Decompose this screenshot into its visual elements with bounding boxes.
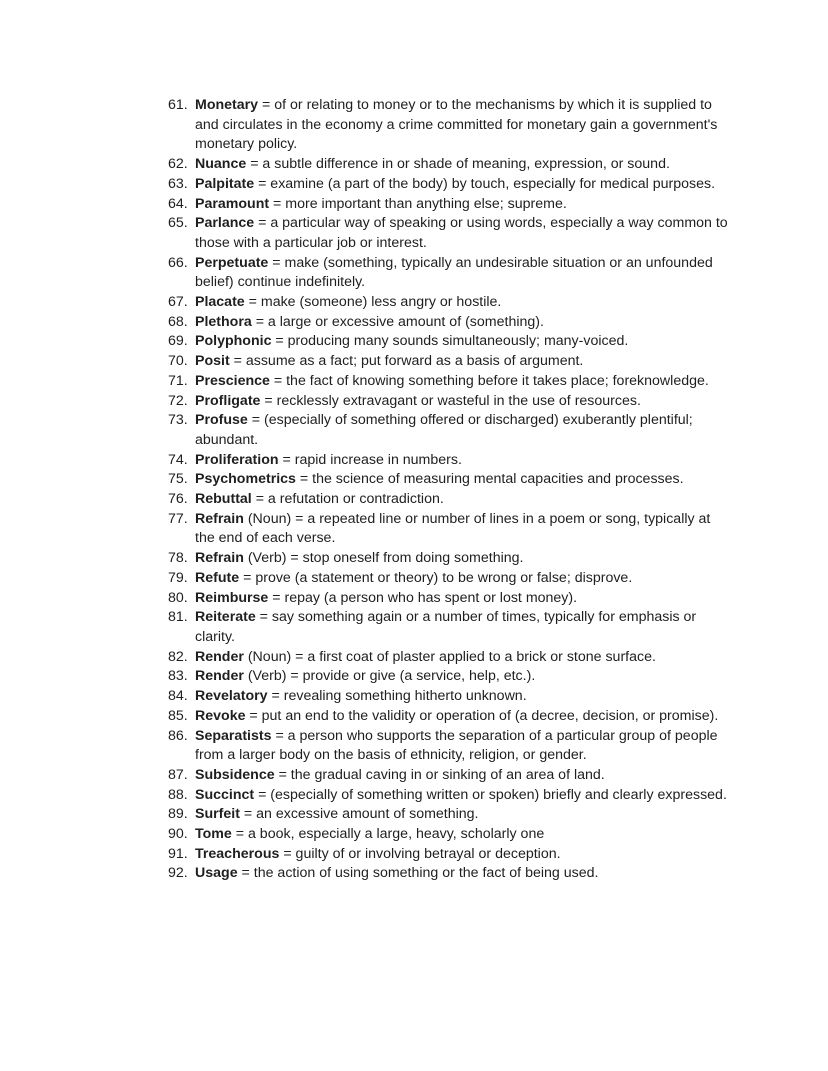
entry-term: Refrain [195,550,244,567]
entry-number: 88. [168,786,188,803]
entry-text [195,175,728,195]
vocab-entry [168,175,728,195]
entry-part-of-speech: (Noun) [243,648,292,665]
entry-term: Psychometrics [195,471,296,488]
entry-number: 89. [168,806,188,823]
vocab-entry [168,667,728,687]
entry-number: 76. [168,491,188,508]
entry-definition: = a repeated line or number of lines in a poem or song, typically at the end of each verse. [195,510,711,547]
entry-term: Tome [195,826,232,843]
entry-part-of-speech: (Noun) [243,510,292,527]
entry-text [195,805,728,825]
vocab-entry [168,648,728,668]
entry-definition: = provide or give (a service, help, etc.). [286,668,536,685]
vocab-entry [168,569,728,589]
vocab-entry [168,707,728,727]
entry-number: 79. [168,569,188,586]
entry-text [195,372,728,392]
entry-number: 72. [168,392,188,409]
entry-text [195,864,728,884]
entry-term: Monetary [195,97,259,113]
entry-text [195,589,728,609]
entry-term: Posit [195,353,230,370]
entry-definition: = repay (a person who has spent or lost money). [268,589,578,606]
entry-number: 64. [168,195,188,212]
entry-text [195,470,728,490]
vocab-entry [168,589,728,609]
entry-text [195,195,728,215]
entry-text [195,490,728,510]
entry-term: Succinct [195,786,255,803]
entry-text [195,766,728,786]
entry-text [195,786,728,806]
entry-definition: = the gradual caving in or sinking of an area of land. [274,766,605,783]
entry-definition: = a first coat of plaster applied to a brick or stone surface. [291,648,656,665]
entry-definition: = assume as a fact; put forward as a basis of argument. [229,353,584,370]
entry-number: 92. [168,865,188,882]
entry-text [195,648,728,668]
entry-number: 83. [168,668,188,685]
entry-definition: = (especially of something written or spoken) briefly and clearly expressed. [254,786,727,803]
entry-term: Profuse [195,412,248,429]
entry-term: Polyphonic [195,333,272,350]
entry-definition: = of or relating to money or to the mechanisms by which it is supplied to and circulates in the economy a crime committed for monetary gain a government's monetary policy. [195,97,718,153]
entry-text [195,549,728,569]
entry-number: 65. [168,215,188,232]
entry-number: 80. [168,589,188,606]
entry-text [195,451,728,471]
vocab-entry [168,96,728,155]
entry-text [195,687,728,707]
entry-definition: = the action of using something or the fact of being used. [237,865,599,882]
entry-definition: = an excessive amount of something. [239,806,479,823]
entry-number: 68. [168,313,188,330]
entry-text [195,510,728,549]
entry-term: Parlance [195,215,255,232]
vocabulary-list [168,96,728,884]
vocab-entry [168,825,728,845]
entry-text [195,667,728,687]
vocab-entry [168,766,728,786]
vocab-entry [168,510,728,549]
entry-definition: = a subtle difference in or shade of meaning, expression, or sound. [246,156,670,173]
entry-number: 61. [168,97,188,113]
entry-number: 73. [168,412,188,429]
vocab-entry [168,786,728,806]
entry-term: Render [195,668,244,685]
vocab-entry [168,313,728,333]
entry-definition: = producing many sounds simultaneously; many-voiced. [271,333,629,350]
entry-number: 81. [168,609,188,626]
vocab-entry [168,845,728,865]
entry-definition: = a particular way of speaking or using words, especially a way common to those with a particular job or interest. [195,215,728,251]
vocab-entry [168,470,728,490]
entry-definition: = more important than anything else; supreme. [269,195,567,212]
vocab-entry [168,372,728,392]
entry-term: Reiterate [195,609,256,626]
vocab-entry [168,608,728,647]
entry-number: 67. [168,294,188,311]
entry-term: Revelatory [195,688,268,705]
entry-definition: = make (someone) less angry or hostile. [244,294,502,311]
entry-number: 91. [168,845,188,862]
entry-number: 71. [168,372,188,389]
entry-definition: = recklessly extravagant or wasteful in the use of resources. [260,392,641,409]
entry-text [195,96,728,155]
entry-definition: = say something again or a number of times, typically for emphasis or clarity. [195,609,697,645]
entry-term: Usage [195,865,238,882]
entry-number: 66. [168,254,188,271]
entry-definition: = the science of measuring mental capacities and processes. [295,471,684,488]
entry-text [195,707,728,727]
vocab-entry [168,352,728,372]
entry-definition: = the fact of knowing something before it takes place; foreknowledge. [269,372,709,389]
entry-number: 84. [168,688,188,705]
entry-definition: = stop oneself from doing something. [286,550,524,567]
entry-term: Refute [195,569,240,586]
entry-part-of-speech: (Verb) [243,668,287,685]
vocab-entry [168,195,728,215]
vocab-entry [168,214,728,253]
entry-definition: = guilty of or involving betrayal or deception. [279,845,561,862]
entry-number: 75. [168,471,188,488]
entry-term: Palpitate [195,175,255,192]
entry-term: Prescience [195,372,270,389]
entry-number: 69. [168,333,188,350]
vocab-entry [168,805,728,825]
entry-text [195,214,728,253]
entry-text [195,825,728,845]
entry-definition: = examine (a part of the body) by touch, especially for medical purposes. [254,175,716,192]
entry-text [195,608,728,647]
vocab-entry [168,727,728,766]
vocab-entry [168,155,728,175]
entry-text [195,293,728,313]
entry-term: Paramount [195,195,270,212]
entry-definition: = a book, especially a large, heavy, scholarly one [231,826,545,843]
entry-definition: = prove (a statement or theory) to be wrong or false; disprove. [239,569,633,586]
entry-text [195,254,728,293]
entry-text [195,352,728,372]
entry-term: Surfeit [195,806,240,823]
entry-definition: = rapid increase in numbers. [278,451,462,468]
entry-text [195,845,728,865]
entry-term: Proliferation [195,451,279,468]
entry-number: 74. [168,451,188,468]
entry-text [195,727,728,766]
entry-definition: = make (something, typically an undesirable situation or an unfounded belief) continue indefinitely. [195,254,713,291]
entry-part-of-speech: (Verb) [243,550,287,567]
entry-term: Render [195,648,244,665]
entry-definition: = put an end to the validity or operation of (a decree, decision, or promise). [245,707,719,724]
vocab-entry [168,254,728,293]
entry-text [195,332,728,352]
entry-text [195,411,728,450]
entry-number: 82. [168,648,188,665]
entry-term: Separatists [195,727,272,744]
entry-term: Treacherous [195,845,280,862]
entry-number: 90. [168,826,188,843]
vocab-entry [168,490,728,510]
entry-term: Reimburse [195,589,269,606]
vocab-entry [168,392,728,412]
entry-number: 63. [168,175,188,192]
entry-number: 78. [168,550,188,567]
vocab-entry [168,549,728,569]
vocab-entry [168,687,728,707]
entry-number: 70. [168,353,188,370]
entry-term: Plethora [195,313,252,330]
entry-text [195,569,728,589]
entry-term: Refrain [195,510,244,527]
entry-term: Nuance [195,156,247,173]
entry-number: 86. [168,727,188,744]
vocab-entry [168,864,728,884]
entry-text [195,392,728,412]
entry-definition: = a person who supports the separation of a particular group of people from a larger body on the basis of ethnicity, religion, or gender. [195,727,718,764]
vocab-entry [168,411,728,450]
entry-text [195,313,728,333]
entry-definition: = a refutation or contradiction. [251,491,444,508]
vocab-entry [168,332,728,352]
vocab-entry [168,451,728,471]
entry-definition: = revealing something hitherto unknown. [267,688,527,705]
entry-definition: = (especially of something offered or discharged) exuberantly plentiful; abundant. [195,412,693,448]
entry-number: 87. [168,766,188,783]
vocab-entry [168,293,728,313]
entry-term: Subsidence [195,766,275,783]
entry-number: 62. [168,156,188,173]
entry-term: Perpetuate [195,254,269,271]
entry-number: 77. [168,510,188,527]
entry-term: Profligate [195,392,261,409]
entry-term: Placate [195,294,245,311]
entry-number: 85. [168,707,188,724]
entry-term: Rebuttal [195,491,252,508]
entry-term: Revoke [195,707,246,724]
entry-definition: = a large or excessive amount of (something). [251,313,544,330]
entry-text [195,155,728,175]
